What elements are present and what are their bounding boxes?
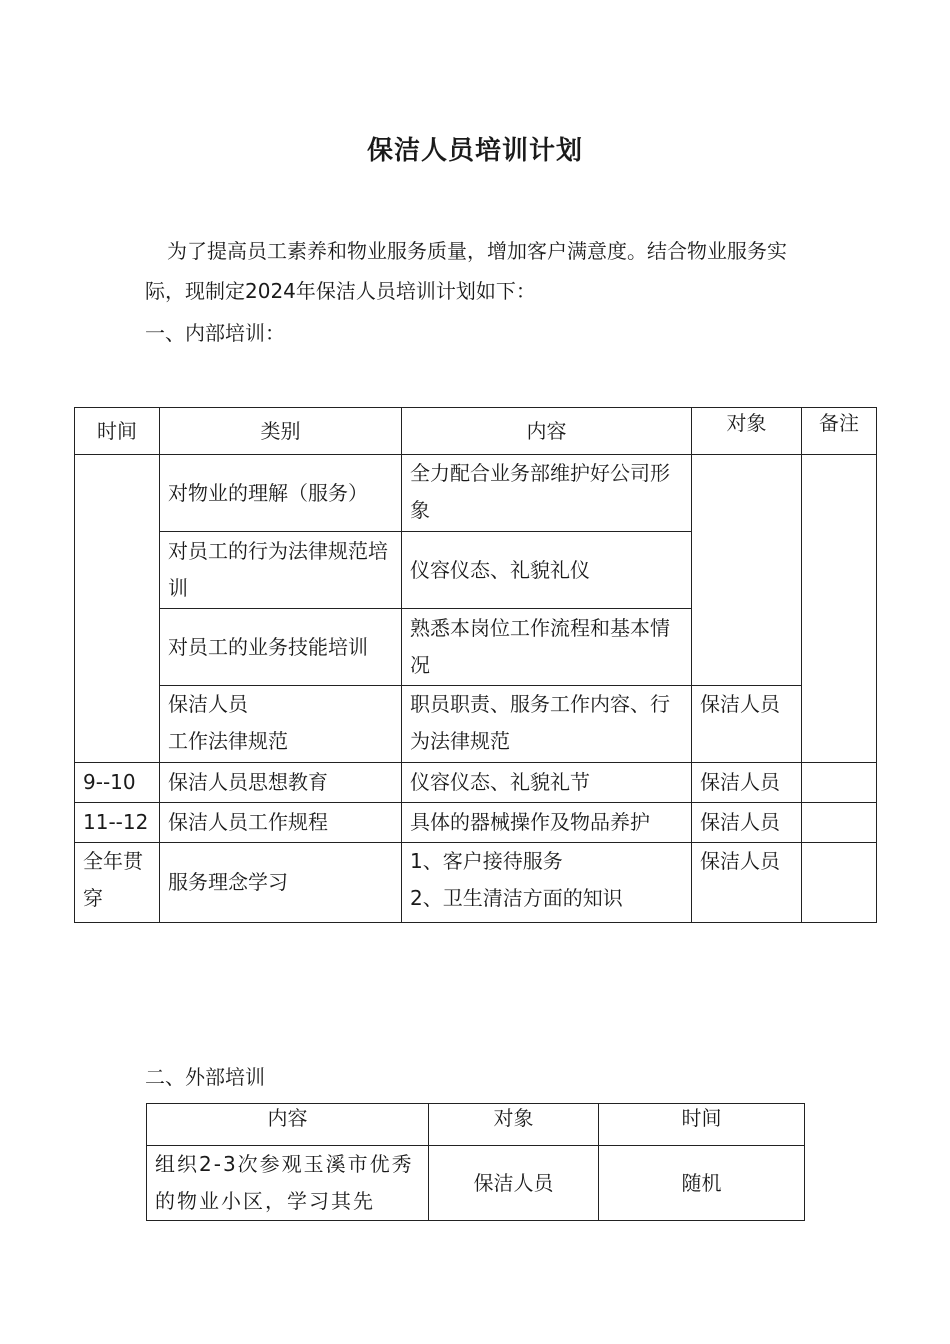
section1-heading: 一、内部培训： [145,321,285,345]
note-cell [802,763,877,803]
header-time: 时间 [75,408,160,455]
header-note: 备注 [802,408,877,455]
category-cell: 服务理念学习 [160,843,402,923]
external-training-table [146,1103,805,1221]
category-cell: 保洁人员工作规程 [160,803,402,843]
time-cell: 11--12 [75,803,160,843]
table-header-row [147,1104,805,1146]
table-header-row [75,408,877,455]
time-cell: 9--10 [75,763,160,803]
table-row [147,1146,805,1221]
time-cell: 全年贯穿 [75,843,160,923]
content-cell: 组织2-3次参观玉溪市优秀的物业小区，学习其先 [147,1146,429,1221]
category-cell: 对员工的业务技能培训 [160,609,402,686]
intro-paragraph: 为了提高员工素养和物业服务质量，增加客户满意度。结合物业服务实际，现制定2024年保洁人员培训计划如下： [145,239,787,303]
target-cell [692,455,802,686]
content-cell: 熟悉本岗位工作流程和基本情况 [402,609,692,686]
category-line: 工作法律规范 [168,729,288,753]
time-cell: 随机 [599,1146,805,1221]
header-time: 时间 [599,1104,805,1146]
header-target: 对象 [692,408,802,455]
content-line: 1、客户接待服务 [410,849,563,873]
table-row [75,686,877,763]
table-row [75,843,877,923]
content-cell: 仪容仪态、礼貌礼仪 [402,532,692,609]
target-cell: 保洁人员 [692,763,802,803]
content-cell: 职员职责、服务工作内容、行为法律规范 [402,686,692,763]
note-cell [802,455,877,763]
target-cell: 保洁人员 [429,1146,599,1221]
content-cell: 仪容仪态、礼貌礼节 [402,763,692,803]
target-cell: 保洁人员 [692,686,802,763]
content-line: 2、卫生清洁方面的知识 [410,886,623,910]
time-cell [75,455,160,763]
header-target: 对象 [429,1104,599,1146]
note-cell [802,803,877,843]
internal-training-table [74,407,877,923]
content-cell: 具体的器械操作及物品养护 [402,803,692,843]
table-row [75,455,877,532]
content-cell [402,843,692,923]
page-title: 保洁人员培训计划 [366,136,583,166]
category-cell [160,686,402,763]
target-cell: 保洁人员 [692,843,802,923]
header-content: 内容 [402,408,692,455]
header-content: 内容 [147,1104,429,1146]
content-cell: 全力配合业务部维护好公司形象 [402,455,692,532]
section2-heading: 二、外部培训 [145,1065,265,1089]
note-cell [802,843,877,923]
header-category: 类别 [160,408,402,455]
table-row [75,803,877,843]
category-cell: 对物业的理解（服务） [160,455,402,532]
table-row [75,763,877,803]
target-cell: 保洁人员 [692,803,802,843]
category-line: 保洁人员 [168,692,248,716]
category-cell: 保洁人员思想教育 [160,763,402,803]
category-cell: 对员工的行为法律规范培训 [160,532,402,609]
